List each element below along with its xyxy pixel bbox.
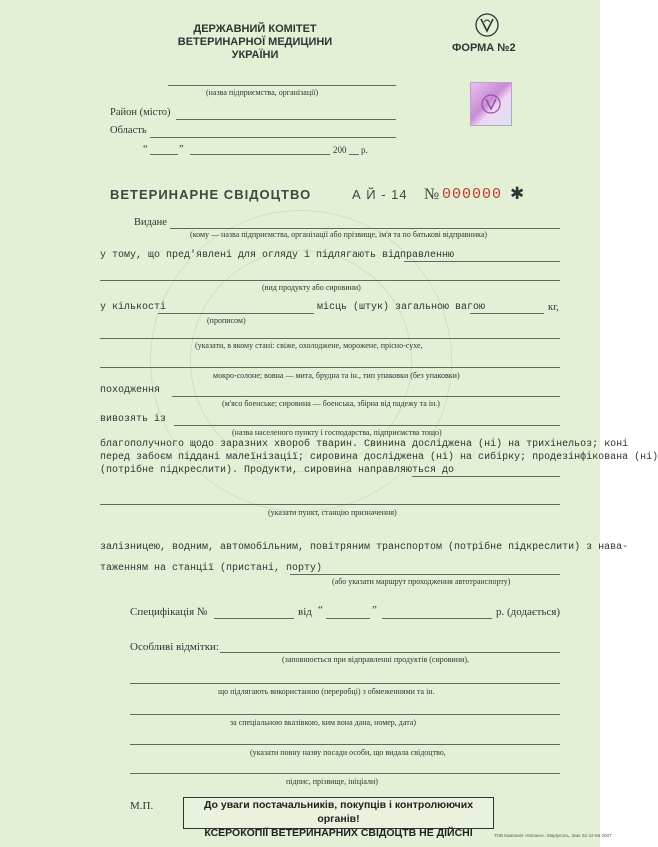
- committee-line-1: ДЕРЖАВНИЙ КОМІТЕТ: [193, 23, 317, 35]
- warning-line-1: До уваги постачальників, покупців і контролюючих органів!: [203, 799, 474, 825]
- warning-line-2: КСЕРОКОПІЇ ВЕТЕРИНАРНИХ СВІДОЦТВ НЕ ДІЙСНІ: [204, 827, 473, 839]
- spec-suffix: р. (додається): [496, 606, 561, 618]
- number-prefix: №: [424, 186, 440, 203]
- spec-day-field[interactable]: [326, 618, 370, 619]
- spec-quote-open: “: [318, 604, 323, 616]
- certificate-number: 000000: [442, 186, 503, 203]
- notes-caption-2: що підлягають використанню (переробці) з обмеженнями та ін.: [218, 687, 435, 696]
- route-caption: (або указати маршрут проходження автотранспорту): [332, 577, 511, 586]
- weight-field[interactable]: [470, 313, 544, 314]
- date-close-quote: ”: [179, 144, 184, 155]
- paragraph-line-3: (потрібне підкреслити). Продукти, сировина направляються до: [100, 465, 455, 476]
- date-year: 200: [333, 145, 347, 155]
- issued-to-field[interactable]: [170, 228, 560, 229]
- quantity-field[interactable]: [158, 313, 314, 314]
- region-label: Область: [110, 125, 147, 136]
- notes-field-3[interactable]: [130, 714, 560, 715]
- state-field[interactable]: [100, 338, 560, 339]
- committee-header: [160, 23, 350, 62]
- photocopy-warning: [183, 797, 494, 839]
- date-year-abbr: р.: [361, 145, 368, 155]
- signer-field[interactable]: [130, 744, 560, 745]
- org-name-line[interactable]: [168, 85, 396, 86]
- exported-label: вивозять із: [100, 414, 167, 425]
- certificate-series: А Й - 14: [352, 187, 408, 202]
- date-day-field[interactable]: [150, 154, 178, 155]
- committee-line-3: УКРАЇНИ: [231, 49, 279, 61]
- directed-to-field[interactable]: [412, 476, 560, 477]
- date-year-field[interactable]: [349, 154, 359, 155]
- signature-caption: підпис, прізвище, ініціали): [286, 777, 378, 786]
- in-words-caption: (прописом): [207, 316, 246, 325]
- spec-label: Специфікація №: [130, 606, 208, 618]
- presented-field[interactable]: [404, 261, 560, 262]
- date-open-quote: “: [143, 144, 148, 155]
- signature-field[interactable]: [130, 773, 560, 774]
- quantity-label: у кількості: [100, 302, 167, 313]
- state-caption: (указати, в якому стані: свіже, охолоджене, морожене, прісно-сухе,: [195, 341, 423, 350]
- district-field[interactable]: [176, 119, 396, 120]
- issued-caption: (кому — назва підприємства, організації або прізвище, ім'я та по батькові відправника): [190, 230, 488, 239]
- spec-quote-close: ”: [372, 604, 377, 616]
- emblem-icon: [474, 12, 500, 38]
- spec-date-field[interactable]: [382, 618, 492, 619]
- destination-caption: (указати пункт, станцію призначення): [268, 508, 397, 517]
- origin-field[interactable]: [172, 396, 560, 397]
- district-label: Район (місто): [110, 107, 171, 118]
- transport-text: залізницею, водним, автомобільним, повітряним транспортом (потрібне підкреслити) з нава-: [100, 542, 629, 553]
- hologram-emblem-icon: [471, 83, 511, 125]
- asterisk-mark: ✱: [510, 184, 525, 203]
- stamp-label: М.П.: [130, 800, 154, 812]
- org-name-caption: (назва підприємства, організації): [206, 88, 319, 97]
- notes-caption: (заповнюється при відправленні продуктів (сировини),: [282, 655, 470, 664]
- loading-text: таженням на станції (пристані, порту): [100, 563, 323, 574]
- committee-line-2: ВЕТЕРИНАРНОЇ МЕДИЦИНИ: [177, 36, 333, 48]
- product-field[interactable]: [100, 280, 560, 281]
- date-month-field[interactable]: [190, 154, 330, 155]
- origin-caption: (м'ясо боенське; сировина — боенська, збірна від падежу та ін.): [222, 399, 440, 408]
- spec-from: від: [298, 606, 312, 618]
- state-caption-2: мокро-солоне; вовна — мита, брудна та ін., тип упаковки (без упаковки): [213, 371, 460, 380]
- notes-label: Особливі відмітки:: [130, 641, 219, 653]
- loading-station-field[interactable]: [290, 574, 560, 575]
- exported-caption: (назва населеного пункту і господарства, підприємства тощо): [232, 428, 442, 437]
- issued-label: Видане: [134, 217, 167, 228]
- notes-field-2[interactable]: [130, 683, 560, 684]
- state-field-2[interactable]: [100, 367, 560, 368]
- kg-label: кг,: [548, 302, 559, 313]
- product-caption: (вид продукту або сировини): [262, 283, 361, 292]
- origin-label: походження: [100, 385, 161, 396]
- health-paragraph: [100, 438, 658, 477]
- signer-caption: (указати повну назву посади особи, що видала свідоцтво,: [250, 748, 446, 757]
- places-label: місць (штук) загальною вагою: [317, 302, 486, 313]
- notes-caption-3: за спеціальною вказівкою, ким вона дана, номер, дата): [230, 718, 417, 727]
- hologram: [470, 82, 512, 126]
- certificate-title: ВЕТЕРИНАРНЕ СВІДОЦТВО: [110, 187, 312, 202]
- region-field[interactable]: [150, 137, 396, 138]
- paragraph-line-2: перед забоєм піддані малеїнізації; сировина досліджена (ні) на сибірку; продезінфікована (ні): [100, 452, 658, 463]
- paragraph-line-1: благополучного щодо заразних хвороб тварин. Свинина досліджена (ні) на трихінельоз; коні: [100, 439, 629, 450]
- printer-note: ТОВ Компанія «Мілано», Маріуполь, Зам. 61-12-66 2007: [494, 833, 612, 838]
- exported-field[interactable]: [174, 425, 560, 426]
- spec-number-field[interactable]: [214, 618, 294, 619]
- form-label: ФОРМА №2: [452, 42, 516, 54]
- presented-text: у тому, що пред'явлені для огляду і підлягають відправленню: [100, 250, 455, 261]
- notes-field[interactable]: [220, 652, 560, 653]
- destination-field[interactable]: [100, 504, 560, 505]
